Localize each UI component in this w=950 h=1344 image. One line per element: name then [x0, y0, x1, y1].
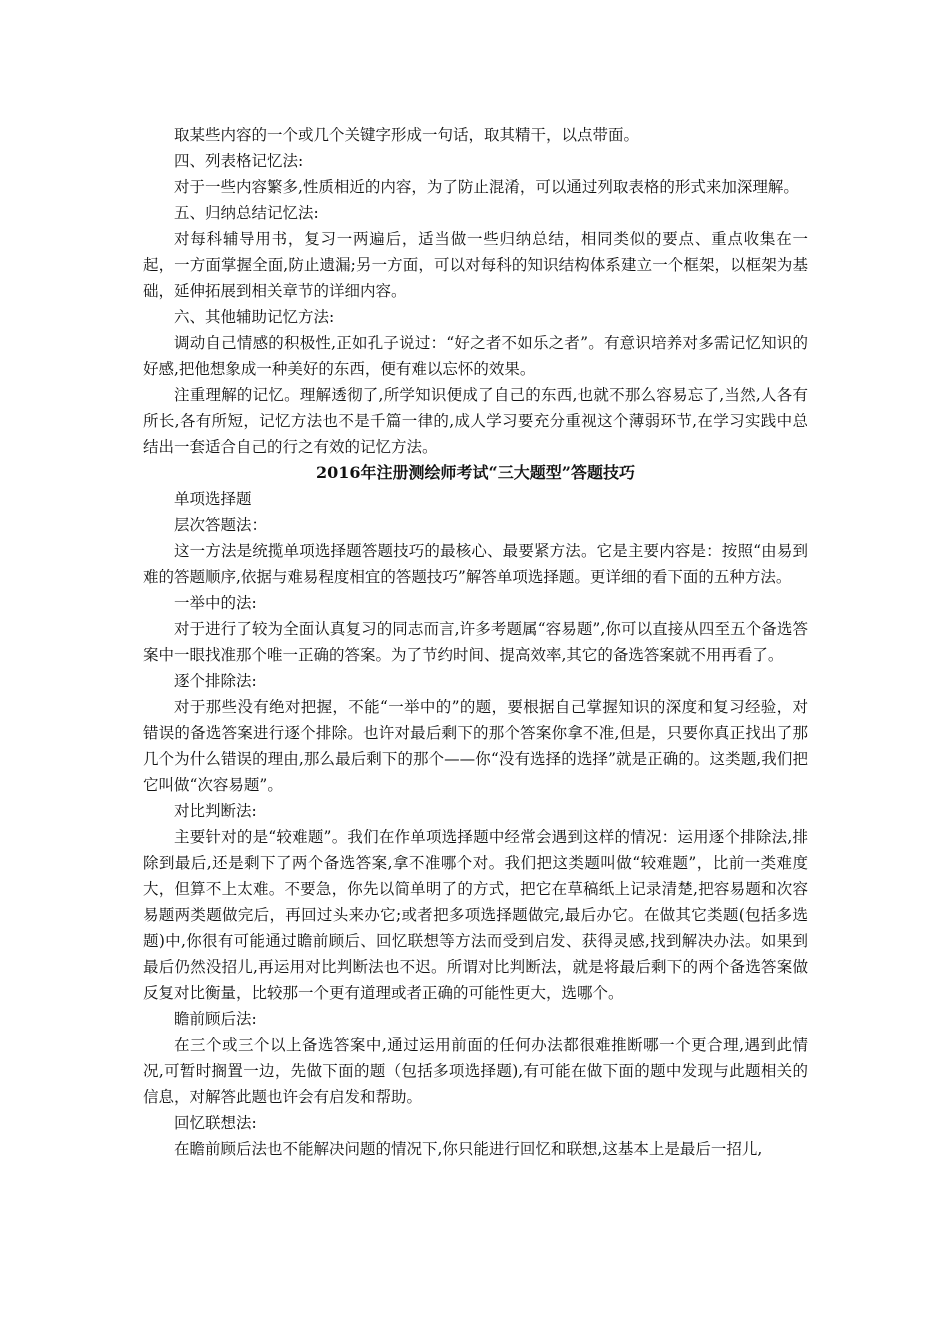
heading-other-memory: 六、其他辅助记忆方法:: [174, 308, 335, 326]
document-page: [143, 122, 808, 1162]
heading-look-ahead-method: 瞻前顾后法:: [174, 1010, 257, 1028]
heading-comparison-method: 对比判断法:: [174, 802, 257, 820]
paragraph: 取某些内容的一个或几个关键字形成一句话，取其精干，以点带面。: [174, 126, 640, 144]
paragraph: 在瞻前顾后法也不能解决问题的情况下,你只能进行回忆和联想,这基本上是最后一招儿,: [174, 1140, 763, 1158]
paragraph: 对于一些内容繁多,性质相近的内容，为了防止混淆，可以通过列取表格的形式来加深理解。: [174, 178, 799, 196]
heading-layered-method: 层次答题法：: [174, 516, 268, 534]
paragraph: 在三个或三个以上备选答案中,通过运用前面的任何办法都很难推断哪一个更合理,遇到此情况,可暂时搁置一边，先做下面的题（包括多项选择题),有可能在做下面的题中发现与此题相关的信息，对解答此题也许会有启发和帮助。: [143, 1036, 808, 1106]
paragraph: 主要针对的是“较难题”。我们在作单项选择题中经常会遇到这样的情况：运用逐个排除法,排除到最后,还是剩下了两个备选答案,拿不准哪个对。我们把这类题叫做“较难题”，比前一类难度大，但算不上太难。不要急，你先以简单明了的方式，把它在草稿纸上记录清楚,把容易题和次容易题两类题做完后，再回过头来办它;或者把多项选择题做完,最后办它。在做其它类题(包括多选题)中,你很有可能通过瞻前顾后、回忆联想等方法而受到启发、获得灵感,找到解决办法。如果到最后仍然没招儿,再运用对比判断法也不迟。所谓对比判断法，就是将最后剩下的两个备选答案做反复对比衡量，比较那一个更有道理或者正确的可能性更大，选哪个。: [143, 828, 808, 1002]
paragraph: 对每科辅导用书，复习一两遍后，适当做一些归纳总结，相同类似的要点、重点收集在一起，一方面掌握全面,防止遗漏;另一方面，可以对每科的知识结构体系建立一个框架，以框架为基础，延伸拓展到相关章节的详细内容。: [143, 230, 808, 300]
heading-one-shot-method: 一举中的法:: [174, 594, 257, 612]
section-title: 2016年注册测绘师考试“三大题型”答题技巧: [316, 463, 635, 482]
heading-list-memory: 四、列表格记忆法:: [174, 152, 304, 170]
paragraph: 注重理解的记忆。理解透彻了,所学知识便成了自己的东西,也就不那么容易忘了,当然,人各有所长,各有所短，记忆方法也不是千篇一律的,成人学习要充分重视这个薄弱环节,在学习实践中总结出一套适合自己的行之有效的记忆方法。: [143, 386, 808, 456]
paragraph: 对于进行了较为全面认真复习的同志而言,许多考题属“容易题”,你可以直接从四至五个备选答案中一眼找准那个唯一正确的答案。为了节约时间、提高效率,其它的备选答案就不用再看了。: [143, 620, 808, 664]
paragraph: 这一方法是统揽单项选择题答题技巧的最核心、最要紧方法。它是主要内容是：按照“由易到难的答题顺序,依据与难易程度相宜的答题技巧”解答单项选择题。更详细的看下面的五种方法。: [143, 542, 808, 586]
heading-recall-method: 回忆联想法:: [174, 1114, 257, 1132]
heading-single-choice: 单项选择题: [174, 490, 252, 508]
heading-elimination-method: 逐个排除法:: [174, 672, 257, 690]
paragraph: 调动自己情感的积极性,正如孔子说过：“好之者不如乐之者”。有意识培养对多需记忆知识的好感,把他想象成一种美好的东西，便有难以忘怀的效果。: [143, 334, 808, 378]
paragraph: 对于那些没有绝对把握，不能“一举中的”的题，要根据自己掌握知识的深度和复习经验，对错误的备选答案进行逐个排除。也许对最后剩下的那个答案你拿不准,但是，只要你真正找出了那几个为什么错误的理由,那么最后剩下的那个——你“没有选择的选择”就是正确的。这类题,我们把它叫做“次容易题”。: [143, 698, 808, 794]
heading-summary-memory: 五、归纳总结记忆法:: [174, 204, 319, 222]
